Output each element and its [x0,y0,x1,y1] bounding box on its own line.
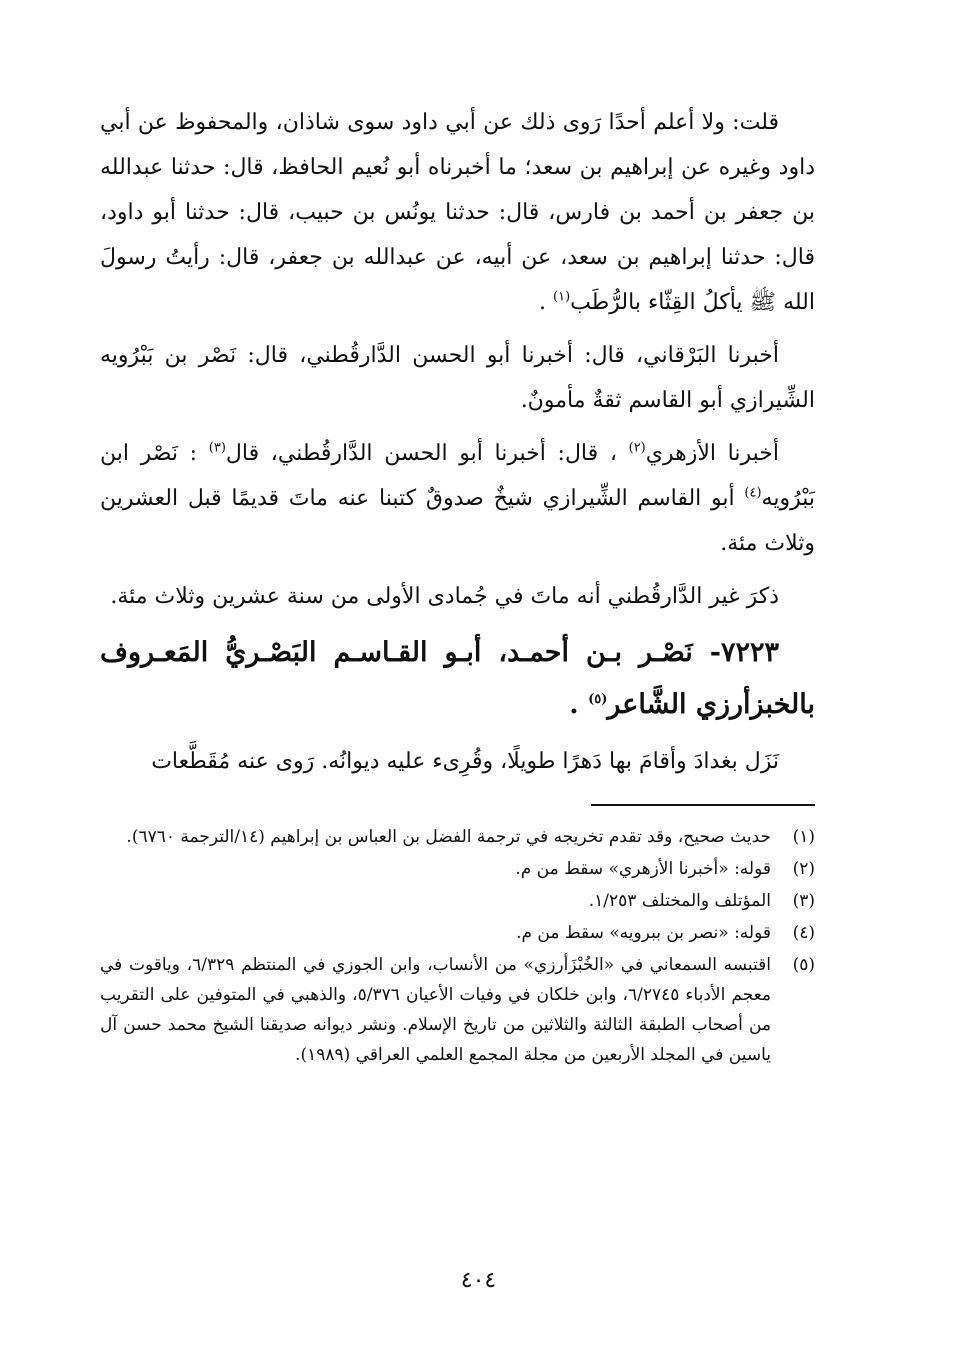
paragraph-1 [100,100,815,325]
footnote-number: (٣) [792,891,815,911]
paragraph-3-text-a: أخبرنا الأزهري [645,441,779,466]
paragraph-3-text-b: ، قال: أخبرنا أبو الحسن الدَّارقُطني، قال [225,441,629,466]
footnote-ref-1: (١) [553,289,571,305]
footnote-item [100,854,815,884]
footnote-item [100,886,815,916]
footnote-ref-5: (٥) [588,692,608,707]
entry-heading-end: . [569,689,589,720]
footnote-number: (٤) [792,923,815,943]
paragraph-2: أخبرنا البَرْقاني، قال: أخبرنا أبو الحسن الدَّارقُطني، قال: نَصْر بن بَبْرُويه الشِّيرازي أبو القاسم ثقةٌ مأمونٌ. [100,343,815,413]
footnote-text: قوله: «نصر بن ببرويه» سقط من م. [516,923,771,943]
paragraph-5: نَزَل بغدادَ وأقامَ بها دَهرًا طويلًا، وقُرِىء عليه ديوانُه. رَوى عنه مُقَطَّعات [151,749,779,774]
paragraph-3 [100,431,815,566]
paragraph-4: ذكرَ غير الدَّارقُطني أنه ماتَ في جُمادى الأولى من سنة عشرين وثلاث مئة. [110,584,779,609]
paragraph-1-end: . [539,290,554,315]
footnote-number: (٥) [792,955,815,975]
footnote-item [100,950,815,1070]
entry-heading-text: ٧٢٢٣- نَصْـر بـن أحمـد، أبـو القـاسـم البَصْـريُّ المَعـروف بالخبزأرزي الشَّاعر [100,637,815,720]
footnote-ref-4: (٤) [744,485,762,501]
paragraph-1-text: قلت: ولا أعلم أحدًا رَوى ذلك عن أبي داود سوى شاذان، والمحفوظ عن أبي داود وغيره عن إبراهيم بن سعد؛ ما أخبرناه أبو نُعيم الحافظ، قال: حدثنا عبدالله بن جعفر بن أحمد بن فارس، قال: حدثنا يونُس بن حبيب، قال: حدثنا أبو داود، قال: حدثنا إبراهيم بن سعد، عن أبيه، عن عبدالله بن جعفر، قال: رأيتُ رسولَ الله ﷺ يأكلُ القِثّاء بالرُّطَب [100,110,815,315]
footnote-ref-2: (٢) [628,440,646,456]
entry-heading [100,627,815,731]
footnote-text: المؤتلف والمختلف ١/٢٥٣. [588,891,771,911]
footnote-item [100,822,815,852]
footnote-separator [591,804,815,806]
footnote-text: حديث صحيح، وقد تقدم تخريجه في ترجمة الفضل بن العباس بن إبراهيم (١٤/الترجمة ٦٧٦٠). [126,827,771,847]
footnote-text: اقتبسه السمعاني في «الخُبْزَأرزي» من الأنساب، وابن الجوزي في المنتظم ٦/٣٢٩، وياقوت في معجم الأدباء ٦/٢٧٤٥، وابن خلكان في وفيات الأعيان ٥/٣٧٦، والذهبي في المتوفين على التقريب من أصحاب الطبقة الثالثة والثلاثين من تاريخ الإسلام. ونشر ديوانه صديقنا الشيخ محمد حسن آل ياسين في المجلد الأربعين من مجلة المجمع العلمي العراقي (١٩٨٩). [100,955,772,1065]
paragraph-3-text-d: أبو القاسم الشِّيرازي شيخٌ صدوقٌ كتبنا عنه ماتَ قديمًا قبل العشرين وثلاث مئة. [100,486,815,556]
footnote-text: قوله: «أخبرنا الأزهري» سقط من م. [515,859,771,879]
paragraph-3-text-c: : نَصْر ابن بَبْرُويه [100,441,815,511]
footnote-number: (٢) [792,859,815,879]
footnotes [100,822,815,1072]
footnote-item [100,918,815,948]
main-text [100,100,815,792]
footnote-ref-3: (٣) [208,440,226,456]
page-number: ٤٠٤ [460,1268,497,1293]
footnote-number: (١) [792,827,815,847]
